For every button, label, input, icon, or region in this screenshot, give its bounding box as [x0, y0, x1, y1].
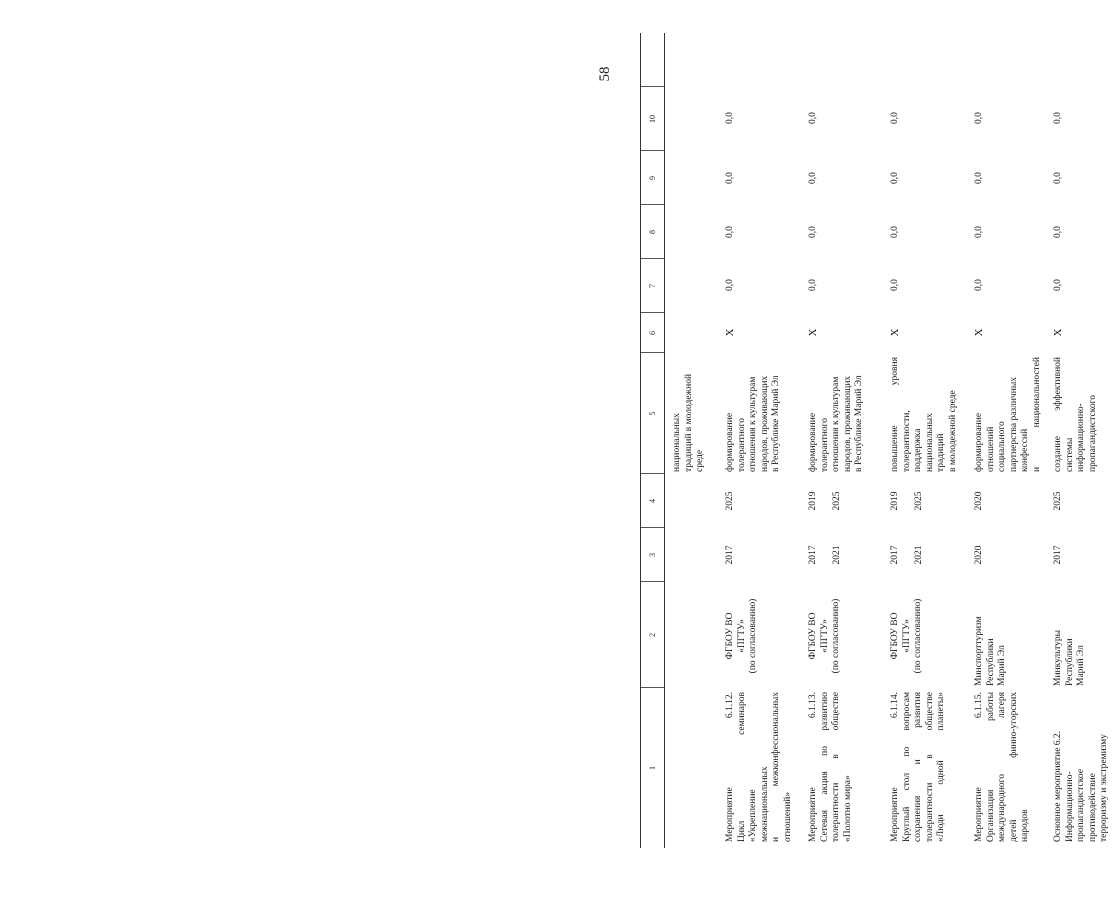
row-result-cell: формирование толерантного отношения к культурам народов, проживающих в Республике Марий Эл	[725, 375, 782, 472]
row-activity-cell: Мероприятие 6.1.14. Круглый стол по вопросам сохранения и развития толерантности в обществе «Люди одной планеты»	[890, 692, 947, 842]
row-executor-cell: Минспорттуризм Республики Марий Эл	[974, 616, 1008, 686]
row-executor-cell: ФГБОУ ВО «ПГТУ» (по согласованию)	[890, 598, 924, 674]
row-start-year: 2017	[725, 545, 735, 565]
row-end-years: 2019 2025	[808, 491, 842, 511]
row-value-8: 0,0	[808, 226, 818, 238]
row-value-8: 0,0	[974, 226, 984, 238]
row-mark-cell: X	[973, 328, 985, 337]
page-number: 58	[597, 66, 613, 82]
row-end-year: 2020	[974, 491, 984, 511]
row-value-7: 0,0	[974, 279, 984, 291]
row-start-year: 2017	[1053, 545, 1063, 565]
row-value-7: 0,0	[1053, 279, 1063, 291]
header-col-5: 5	[648, 411, 657, 416]
row-value-10: 0,0	[974, 112, 984, 124]
row-value-9: 0,0	[974, 172, 984, 184]
row-start-years: 2017 2021	[890, 545, 924, 565]
carry-over-text: национальных традиций в молодежной среде	[672, 373, 706, 472]
row-result-cell: формирование толерантного отношения к культурам народов, проживающих в Республике Марий Эл	[808, 375, 865, 472]
row-activity-cell: Мероприятие 6.1.12. Цикл семинаров «Укрепление межнациональных и межконфессиональных отношений»	[725, 692, 793, 842]
row-value-8: 0,0	[725, 226, 735, 238]
row-value-8: 0,0	[890, 226, 900, 238]
row-end-year: 2025	[725, 491, 735, 511]
row-mark-cell: X	[807, 328, 819, 337]
row-result-cell: повышение уровня толерантности, поддержка национальных традиций в молодежной среде	[890, 357, 958, 472]
row-start-years: 2017 2021	[808, 545, 842, 565]
row-value-10: 0,0	[1053, 112, 1063, 124]
row-value-9: 0,0	[725, 172, 735, 184]
header-col-6: 6	[648, 331, 657, 335]
row-activity-cell: Основное мероприятие 6.2. Информационно- пропагандистское противодействие терроризму и экстремизму	[1053, 730, 1110, 842]
row-executor-cell: Минкультуры Республики Марий Эл	[1053, 629, 1087, 686]
table-header-row	[640, 33, 665, 848]
row-mark-cell: X	[889, 328, 901, 337]
row-mark-cell: X	[724, 328, 736, 337]
row-value-9: 0,0	[1053, 172, 1063, 184]
row-value-10: 0,0	[890, 112, 900, 124]
row-value-7: 0,0	[890, 279, 900, 291]
row-value-10: 0,0	[725, 112, 735, 124]
row-value-7: 0,0	[808, 279, 818, 291]
row-value-7: 0,0	[725, 279, 735, 291]
row-end-year: 2025	[1053, 491, 1063, 511]
row-result-cell: формирование отношений социального партнерства различных конфессий и национальностей	[974, 357, 1042, 472]
row-end-years: 2019 2025	[890, 491, 924, 511]
header-col-1: 1	[648, 766, 657, 770]
row-value-8: 0,0	[1053, 226, 1063, 238]
row-executor-cell: ФГБОУ ВО «ПГТУ» (по согласованию)	[725, 598, 759, 674]
row-activity-cell: Мероприятие 6.1.15. Организация работы международного лагеря детей финно-угорских народов	[974, 692, 1031, 842]
row-value-9: 0,0	[808, 172, 818, 184]
row-executor-cell: ФГБОУ ВО «ПГТУ» (по согласованию)	[808, 598, 842, 674]
row-result-cell: создание эффективной системы информационно- пропагандистского	[1053, 357, 1098, 472]
row-value-9: 0,0	[890, 172, 900, 184]
header-col-4: 4	[648, 499, 657, 503]
row-activity-cell: Мероприятие 6.1.13. Сетевая акция по развитию толерантности в обществе «Полотно мира»	[808, 692, 853, 842]
row-start-year: 2020	[974, 545, 984, 565]
header-col-7: 7	[648, 284, 657, 288]
rotated-table	[640, 33, 1120, 848]
header-col-8: 8	[648, 230, 657, 234]
row-value-10: 0,0	[808, 112, 818, 124]
header-col-10: 10	[648, 115, 657, 123]
header-col-3: 3	[648, 553, 657, 557]
header-col-9: 9	[648, 176, 657, 180]
header-col-2: 2	[648, 633, 657, 637]
row-mark-cell: X	[1052, 328, 1064, 337]
